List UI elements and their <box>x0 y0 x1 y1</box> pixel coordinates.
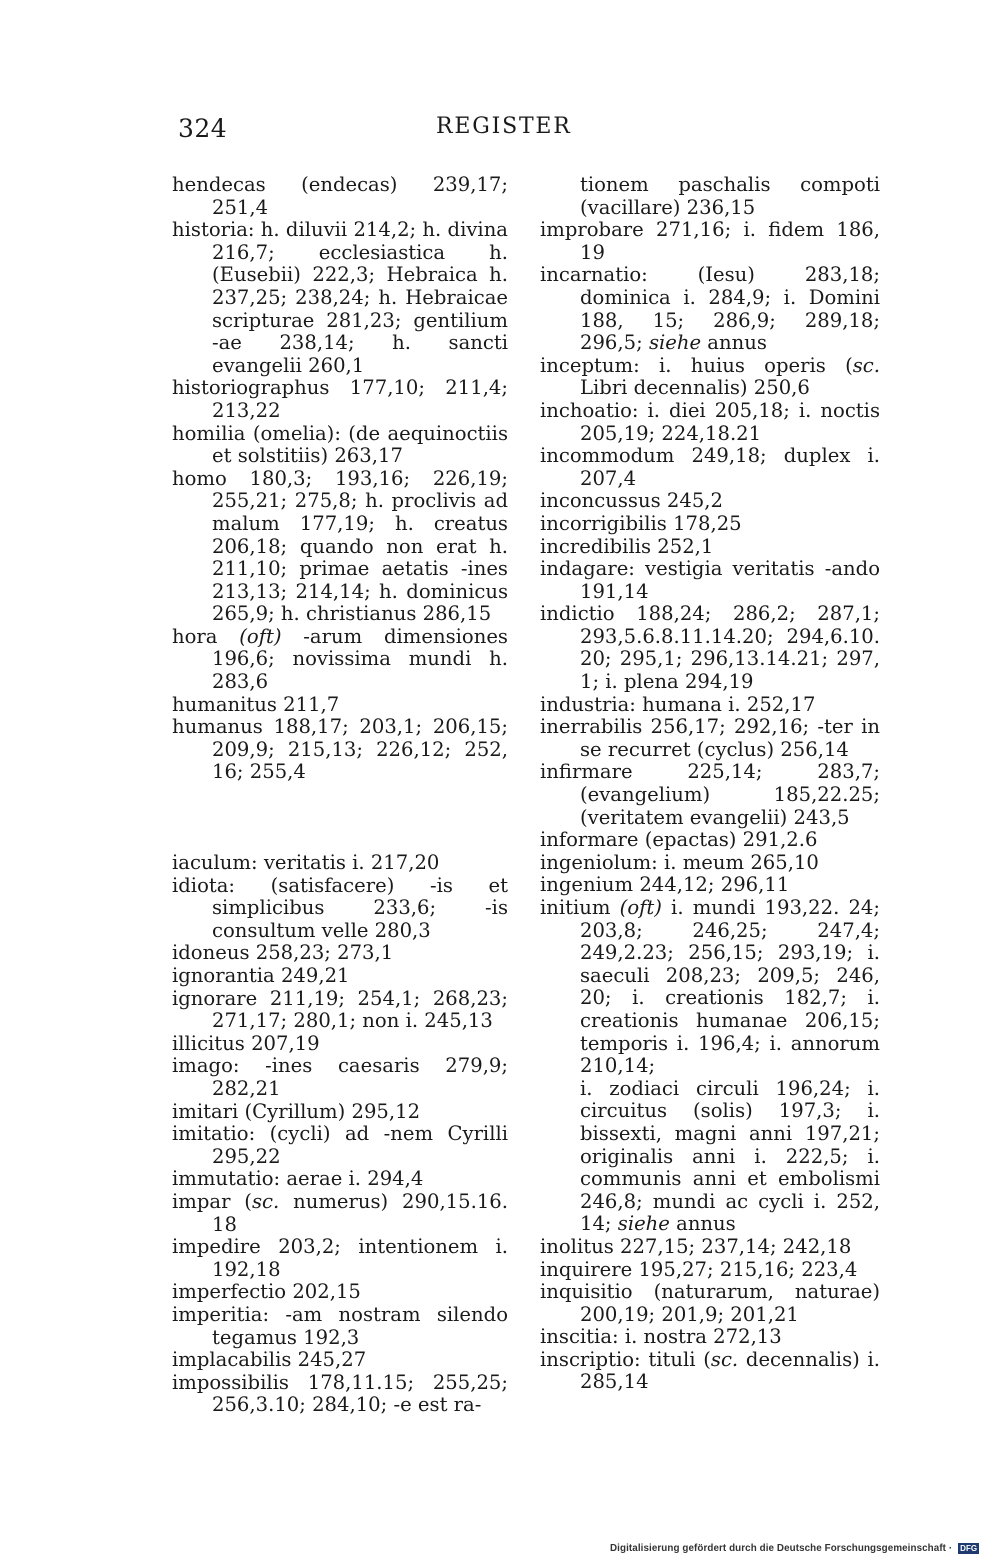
entry-text: hora <box>172 624 240 648</box>
index-entry <box>540 1078 880 1236</box>
entry-text: annus <box>669 1212 736 1236</box>
entry-text: numerus) 290,15.16. 18 <box>212 1189 508 1236</box>
index-entry: inconcussus 245,2 <box>540 489 723 513</box>
index-entry <box>540 1349 880 1394</box>
index-entry: homo 180,3; 193,16; 226,19; 255,21; 275,8; h. proclivis ad malum 177,19; h. creatus 206,18; quando non erat h. 211,10; primae aetatis -ines 213,13; 214,14; h. dominicus 265,9; h. christianus 286,15 <box>172 466 508 626</box>
index-column-left <box>172 174 508 1417</box>
index-entry: inquisitio (naturarum, naturae) 200,19; 201,9; 201,21 <box>540 1280 880 1326</box>
entry-text: -arum dimensiones 196,6; novissima mundi h. 283,6 <box>212 624 508 694</box>
index-entry: ignorantia 249,21 <box>172 964 350 987</box>
index-entry: impedire 203,2; intentionem i. 192,18 <box>172 1235 508 1281</box>
index-entry: immutatio: aerae i. 294,4 <box>172 1167 424 1191</box>
running-head: REGISTER <box>436 114 572 139</box>
index-entry: impossibilis 178,11.15; 255,25; 256,3.10; 284,10; -e est ra- <box>172 1370 508 1417</box>
entry-text: incarnatio: (Iesu) 283,18; dominica i. 284,9; i. Domini 188, 15; 286,9; 289,18; 296,5; <box>540 263 880 355</box>
entry-text: decennalis) i. 285,14 <box>580 1347 880 1394</box>
index-entry: imitari (Cyrillum) 295,12 <box>172 1099 421 1123</box>
entry-text: Libri decennalis) 250,6 <box>580 376 810 400</box>
index-entry: industria: humana i. 252,17 <box>540 692 816 716</box>
index-entry: infirmare 225,14; 283,7; (evangelium) 185,22.25; (veritatem evangelii) 243,5 <box>540 760 880 829</box>
index-entry: homilia (omelia): (de aequinoctiis et solstitiis) 263,17 <box>172 421 508 468</box>
index-entry <box>172 1191 508 1236</box>
index-entry: illicitus 207,19 <box>172 1031 320 1055</box>
index-entry: historiographus 177,10; 211,4; 213,22 <box>172 376 508 422</box>
entry-italic: sc. <box>852 353 880 377</box>
entry-italic: sc. <box>710 1347 739 1371</box>
entry-text: impar ( <box>172 1189 252 1213</box>
index-entry: incorrigibilis 178,25 <box>540 511 742 535</box>
index-entry: indagare: vestigia veritatis -ando 191,14 <box>540 557 880 603</box>
index-entry: improbare 271,16; i. fidem 186, 19 <box>540 218 880 264</box>
index-entry: ingeniolum: i. meum 265,10 <box>540 850 819 874</box>
entry-text: i. zodiaci circuli 196,24; i. circuitus (solis) 197,3; i. bissexti, magni anni 197,21; originalis anni i. 222,5; i. communis anni et embolismi 246,8; mundi ac cycli i. 252, 14; <box>580 1076 880 1236</box>
index-entry: tionem paschalis compoti (vacillare) 236,15 <box>580 173 880 219</box>
index-entry: inchoatio: i. diei 205,18; i. noctis 205,19; 224,18.21 <box>540 398 880 445</box>
index-entry: idiota: (satisfacere) -is et simplicibus 233,6; -is consultum velle 280,3 <box>172 873 508 942</box>
index-entry: ignorare 211,19; 254,1; 268,23; 271,17; 280,1; non i. 245,13 <box>172 986 508 1033</box>
index-entry: inerrabilis 256,17; 292,16; -ter in se recurret (cyclus) 256,14 <box>540 715 880 761</box>
index-entry <box>540 355 880 400</box>
entry-italic: (oft) <box>619 896 662 919</box>
section-gap <box>172 784 508 852</box>
entry-text: inscriptio: tituli ( <box>540 1347 711 1371</box>
index-entry: imago: -ines caesaris 279,9; 282,21 <box>172 1054 508 1100</box>
index-entry: ingenium 244,12; 296,11 <box>540 873 790 897</box>
entry-italic: siehe <box>648 331 702 355</box>
index-entry: humanus 188,17; 203,1; 206,15; 209,9; 215,13; 226,12; 252, 16; 255,4 <box>172 715 508 784</box>
entry-text: annus <box>701 331 767 355</box>
index-entry: iaculum: veritatis i. 217,20 <box>172 851 440 875</box>
footer-text: Digitalisierung gefördert durch die Deutsche Forschungsgemeinschaft · <box>610 1543 953 1555</box>
index-entry: idoneus 258,23; 273,1 <box>172 941 394 965</box>
digitization-footer <box>610 1543 979 1554</box>
entry-italic: (oft) <box>239 624 282 648</box>
index-entry: inquirere 195,27; 215,16; 223,4 <box>540 1257 858 1281</box>
index-entry: incredibilis 252,1 <box>540 534 714 558</box>
index-entry: historia: h. diluvii 214,2; h. divina 216,7; ecclesiastica h. (Eusebii) 222,3; Hebraica h. 237,25; 238,24; h. Hebraicae scripturae 281,23; gentilium -ae 238,14; h. sancti evangelii 260,1 <box>172 218 508 377</box>
entry-text: inceptum: i. huius operis ( <box>540 353 853 377</box>
entry-text: initium <box>540 896 620 919</box>
index-entry <box>540 897 880 1078</box>
entry-italic: siehe <box>617 1212 670 1236</box>
index-entry: imitatio: (cycli) ad -nem Cyrilli 295,22 <box>172 1122 508 1168</box>
index-entry: informare (epactas) 291,2.6 <box>540 828 818 852</box>
dfg-logo: DFG <box>960 1544 978 1553</box>
index-column-right <box>540 174 880 1394</box>
index-entry: inscitia: i. nostra 272,13 <box>540 1325 782 1349</box>
index-entry: indictio 188,24; 286,2; 287,1; 293,5.6.8.11.14.20; 294,6.10. 20; 295,1; 296,13.14.21; 297, 1; i. plena 294,19 <box>540 602 880 694</box>
index-entry: humanitus 211,7 <box>172 692 340 716</box>
entry-text: i. mundi 193,22. 24; 203,8; 246,25; 247,4; 249,2.23; 256,15; 293,19; i. saeculi 208,23; 209,5; 246, 20; i. creationis 182,7; i. creationis humanae 206,15; temporis i. 196,4; i. annorum 210,14; <box>580 896 880 1078</box>
index-entry: implacabilis 245,27 <box>172 1348 367 1372</box>
index-entry <box>172 626 508 694</box>
page-number: 324 <box>178 114 228 143</box>
index-entry: imperfectio 202,15 <box>172 1280 361 1304</box>
index-entry: hendecas (endecas) 239,17; 251,4 <box>172 173 508 219</box>
index-entry: incommodum 249,18; duplex i. 207,4 <box>540 444 880 490</box>
index-entry <box>540 264 880 354</box>
entry-italic: sc. <box>251 1189 280 1213</box>
index-entry: inolitus 227,15; 237,14; 242,18 <box>540 1234 852 1258</box>
index-entry: imperitia: -am nostram silendo tegamus 192,3 <box>172 1302 508 1349</box>
